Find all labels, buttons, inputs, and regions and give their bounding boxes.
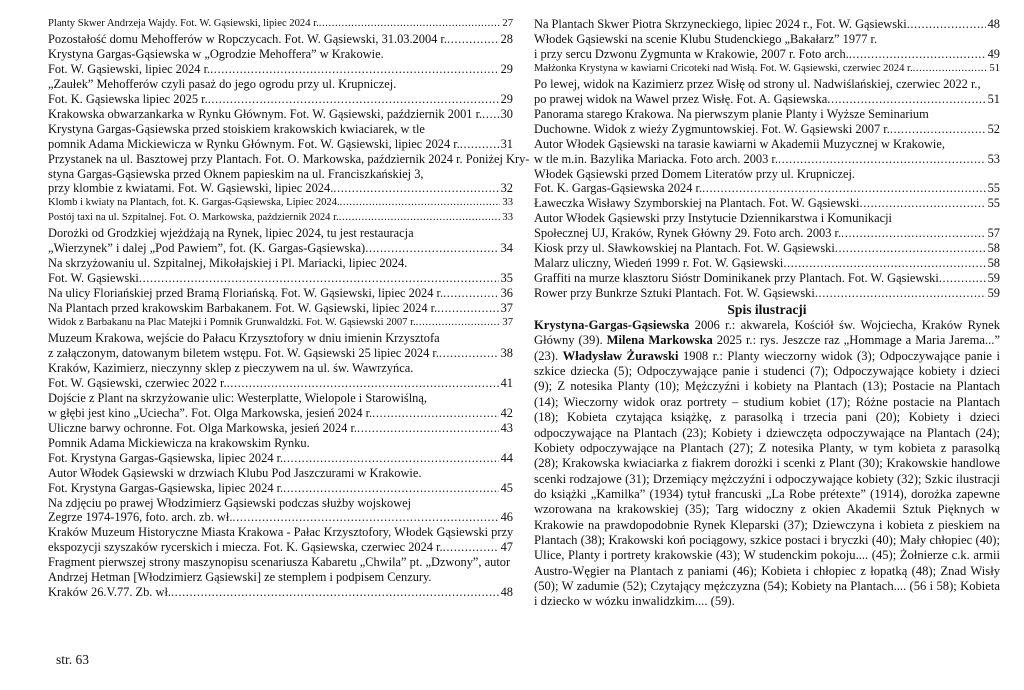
toc-page-number: 47 — [500, 540, 513, 555]
toc-entry — [48, 77, 513, 107]
toc-entry — [534, 241, 1000, 256]
toc-entry-text-line: Na skrzyżowaniu ul. Szpitalnej, Mikołajskiej i Pl. Mariacki, lipiec 2024. — [48, 256, 408, 271]
toc-page-number: 31 — [500, 136, 513, 151]
toc-entry-text: Zegrze 1974-1976, foto. arch. zb. wł. ..... — [48, 510, 499, 525]
toc-entry-text-line: Na zdjęciu po prawej Włodzimierz Gąsiewski podczas służby wojskowej — [48, 495, 412, 510]
toc-entry — [534, 77, 1000, 107]
toc-page-number: 37 — [502, 317, 513, 329]
toc-entry — [48, 391, 513, 421]
toc-page-number: 46 — [500, 510, 513, 525]
toc-entry-text-line: Fragment pierwszej strony maszynopisu scenariusza Kabaretu „Chwila” pt. „Dzwony”, autor — [48, 555, 511, 570]
toc-entry — [534, 211, 1000, 241]
toc-entry-text: Fot. K. Gargas-Gąsiewska 2024 r. ..... — [534, 181, 986, 196]
toc-entry — [48, 436, 513, 466]
toc-page-number: 37 — [500, 301, 513, 316]
toc-entry — [534, 196, 1000, 211]
illustration-items: 2025 r.: rys. Jeszcze raz „Hommage a Maria Jarema...” (23). — [534, 333, 1000, 363]
toc-entry — [48, 17, 513, 32]
toc-page-number: 42 — [500, 405, 513, 420]
photo-list-left — [48, 17, 530, 600]
toc-entry-text: w tle m.in. Bazylika Mariacka. Foto arch. 2003 r. ..... — [534, 152, 986, 167]
toc-page-number: 29 — [500, 91, 513, 106]
toc-entry — [534, 137, 1000, 167]
toc-entry — [48, 226, 513, 256]
toc-entry-text: Widok z Barbakanu na Plac Matejki i Pomnik Grunwaldzki. Fot. W. Gąsiewski 2007 r. ..... — [48, 316, 500, 331]
toc-page-number: 30 — [500, 106, 513, 121]
toc-entry-text: Małżonka Krystyna w kawiarni Cricoteki nad Wisłą. Fot. W. Gąsiewski, czerwiec 2024 r. ..... — [534, 62, 987, 77]
illustration-items: 2006 r.: akwarela, Kościół św. Wojciecha, Kraków Rynek Główny (39). — [534, 318, 1000, 348]
toc-entry-text-line: Włodek Gąsiewski przed Domem Literatów przy ul. Krupniczej. — [534, 166, 856, 181]
toc-page-number: 53 — [987, 151, 1000, 166]
toc-entry — [48, 301, 513, 316]
toc-entry — [534, 286, 1000, 301]
toc-entry-text: Fot. Krystyna Gargas-Gąsiewska, lipiec 2024 r. ..... — [48, 451, 499, 466]
toc-entry — [48, 316, 513, 331]
toc-entry-text: Planty Skwer Andrzeja Wajdy. Fot. W. Gąsiewski, lipiec 2024 r. ..... — [48, 17, 500, 32]
toc-page-number: 59 — [987, 271, 1000, 286]
toc-entry-text: Społecznej UJ, Kraków, Rynek Główny 29. Foto arch. 2003 r. ..... — [534, 226, 986, 241]
toc-entry — [48, 555, 513, 600]
toc-entry-text: Fot. W. Gąsiewski ..... — [48, 271, 499, 286]
toc-page-number: 32 — [500, 181, 513, 196]
toc-entry-text-line: Po lewej, widok na Kazimierz przez Wisłę od strony ul. Nadwiślańskiej, czerwiec 2022 r., — [534, 76, 981, 91]
toc-entry — [48, 361, 513, 391]
toc-page-number: 51 — [989, 62, 1000, 74]
toc-entry — [48, 32, 513, 47]
toc-entry — [48, 122, 513, 152]
toc-entry — [534, 256, 1000, 271]
illustrator-name: Milena Markowska — [606, 333, 713, 348]
toc-entry — [48, 466, 513, 496]
toc-entry-text: Uliczne barwy ochronne. Fot. Olga Markowska, jesień 2024 r. ..... — [48, 421, 499, 436]
toc-entry — [534, 107, 1000, 137]
toc-entry — [48, 421, 513, 436]
toc-entry — [48, 496, 513, 526]
toc-entry-text: Ławeczka Wisławy Szymborskiej na Plantach. Fot. W. Gąsiewski ..... — [534, 196, 986, 211]
toc-entry-text: Graffiti na murze klasztoru Sióstr Dominikanek przy Plantach. Fot. W. Gąsiewski ..... — [534, 271, 986, 286]
toc-entry-text-line: Kraków, Kazimierz, nieczynny sklep z pieczywem na ul. św. Wawrzyńca. — [48, 360, 414, 375]
illustrations-heading: Spis ilustracji — [727, 302, 807, 318]
toc-page-number: 29 — [500, 61, 513, 76]
toc-entry-text: Kraków 26.V.77. Zb. wł. ..... — [48, 585, 499, 600]
toc-entry-text-line: Dorożki od Grodzkiej wjeżdżają na Rynek, lipiec 2024, tu jest restauracja — [48, 226, 414, 241]
toc-entry-text-line: Krystyna Gargas-Gąsiewska w „Ogrodzie Mehoffera” w Krakowie. — [48, 46, 384, 61]
toc-entry-text: Rower przy Bunkrze Sztuki Plantach. Fot. W. Gąsiewski ..... — [534, 286, 986, 301]
toc-page-number: 28 — [500, 31, 513, 46]
toc-entry-text: Na ulicy Floriańskiej przed Bramą Floriańską. Fot. W. Gąsiewski, lipiec 2024 r. ..... — [48, 286, 499, 301]
toc-entry — [534, 167, 1000, 197]
toc-page-number: 41 — [500, 375, 513, 390]
toc-entry — [48, 196, 513, 211]
toc-page-number: 38 — [500, 345, 513, 360]
toc-entry — [534, 62, 1000, 77]
toc-entry-text: i przy sercu Dzwonu Zygmunta w Krakowie, 2007 r. Foto arch. ..... — [534, 47, 986, 62]
toc-entry-text: pomnik Adama Mickiewicza w Rynku Głównym. Fot. W. Gąsiewski, lipiec 2024 r. ..... — [48, 137, 499, 152]
toc-entry — [48, 525, 513, 555]
toc-page-number: 33 — [502, 197, 513, 209]
toc-page-number: 34 — [500, 241, 513, 256]
toc-entry-text: Fot. Krystyna Gargas-Gąsiewska, lipiec 2024 r. ..... — [48, 481, 499, 496]
photo-list-right — [534, 17, 1000, 301]
illustrations-list — [534, 318, 1000, 610]
toc-right-column — [534, 17, 1000, 610]
toc-entry — [48, 331, 513, 361]
toc-page-number: 36 — [500, 286, 513, 301]
toc-entry — [48, 211, 513, 226]
toc-entry — [534, 271, 1000, 286]
toc-entry-text: Fot. W. Gąsiewski, czerwiec 2022 r. ..... — [48, 376, 499, 391]
toc-page-number: 48 — [500, 585, 513, 600]
toc-entry-text: Postój taxi na ul. Szpitalnej. Fot. O. Markowska, październik 2024 r. ..... — [48, 211, 500, 226]
toc-entry — [48, 47, 513, 77]
toc-page-number: 55 — [987, 196, 1000, 211]
toc-entry-text-line: styna Gargas-Gąsiewska przed Oknem papieskim na ul. Franciszkańskiej 3, — [48, 166, 424, 181]
toc-page-number: 58 — [987, 256, 1000, 271]
toc-page-number: 57 — [987, 226, 1000, 241]
toc-page-number: 43 — [500, 420, 513, 435]
toc-page-number: 48 — [987, 17, 1000, 31]
toc-page-number: 49 — [987, 46, 1000, 61]
toc-entry — [48, 151, 530, 197]
toc-page-number: 55 — [987, 181, 1000, 196]
toc-page-number: 27 — [502, 18, 513, 29]
toc-entry-text-line: Kraków Muzeum Historyczne Miasta Krakowa - Pałac Krzysztofory, Włodek Gąsiewski przy — [48, 525, 514, 540]
toc-entry-text: „Wierzynek” i dalej „Pod Pawiem”, fot. (K. Gargas-Gąsiewska) ..... — [48, 241, 499, 256]
toc-entry — [534, 17, 1000, 32]
toc-entry-text-line: Autor Włodek Gąsiewski w drzwiach Klubu Pod Jaszczurami w Krakowie. — [48, 465, 422, 480]
toc-entry-text: Fot. W. Gąsiewski, lipiec 2024 r. ..... — [48, 62, 499, 77]
toc-entry-text: Klomb i kwiaty na Plantach, fot. K. Gargas-Gąsiewska, Lipiec 2024. ..... — [48, 196, 500, 211]
illustrator-name: Władysław Żurawski — [562, 348, 679, 363]
toc-page-number: 51 — [987, 91, 1000, 106]
toc-entry-text-line: Autor Włodek Gąsiewski na tarasie kawiarni w Akademii Muzycznej w Krakowie, — [534, 136, 945, 151]
toc-entry — [48, 256, 513, 286]
illustration-items: 1908 r.: Planty wieczorny widok (3); Odpoczywające panie i szkice dziecka (5); Odpoczywające panie i studenci (7); Odpoczywające kobiety i dzieci (9); Z notesika Planty (10); Mężczyźni i kobiety na Plantach (13); Postacie na Plantach (14); Wieczorny widok oraz portrety – studium kobiet (17); Różne postacie na Plantach (18); Kobieta czytająca książkę, z parasolką i trzecia pani (20); Kobiety i dzieci odpoczywające na Plantach (23); Kobiety i dziewczęta odpoczywające na Plantach (24); Kobiety odpoczywające na Plantach (27); Z notesika Planty, w tym kobieta z parasolką (28); Krakowska kwiaciarka z fiakrem dorożki i scenki z Plant (30); Krakowskie handlowe scenki rodzajowe (31); Drzemiący mężczyźni i odpoczywające kobiety (32); Szkic ilustracji do książki „Kamilka” (1934) tytuł francuski „La Robe prétexte” (1914), dorożka zapewne wzorowana na krakowskiej (35); Targ widoczny z okien Akademii Sztuk Pięknych w Krakowie na prawdopodobnie Rynek Kleparski (37); Dziewczyna i kobieta z pieskiem na Plantach (38); Krakowski koń pociągowy, szkice postaci i bryczki (40); Mały chłopiec (40); Ulice, Planty i portrety krakowskie (43); W studenckim pokoju.... (45); Żołnierze c.k. armii Austro-Węgier na Plantach z paniami (46); Kobieta i chłopiec z łopatką (48); Znad Wisły (50); W zadumie (52); Czytający mężczyzna (54); Kobiety na Plantach.... (56 i 58); Kobieta i dziecko w wózku inwalidzkim.... (59). — [534, 348, 1000, 609]
toc-entry-text-line: Dojście z Plant na skrzyżowanie ulic: Westerplatte, Wielopole i Starowiślną, — [48, 390, 427, 405]
toc-entry-text: Duchowne. Widok z wieży Zygmuntowskiej. Fot. W. Gąsiewski 2007 r. ..... — [534, 122, 986, 137]
toc-page-number: 44 — [500, 450, 513, 465]
toc-entry-text: Na Plantach przed krakowskim Barbakanem. Fot. W. Gąsiewski, lipiec 2024 r. ..... — [48, 301, 499, 316]
toc-entry-text: Pozostałość domu Mehofferów w Ropczycach. Fot. W. Gąsiewski, 31.03.2004 r. ..... — [48, 32, 499, 47]
toc-entry-text: Krakowska obwarzankarka w Rynku Głównym. Fot. W. Gąsiewski, październik 2001 r. ..... — [48, 107, 499, 122]
toc-page-number: 45 — [500, 480, 513, 495]
toc-left-column — [48, 17, 530, 600]
toc-entry — [48, 286, 513, 301]
toc-entry-text: z załączonym, datowanym biletem wstępu. Fot. W. Gąsiewski 25 lipiec 2024 r. ..... — [48, 346, 499, 361]
toc-entry-text-line: Autor Włodek Gąsiewski przy Instytucie Dziennikarstwa i Komunikacji — [534, 211, 892, 226]
toc-page-number: 33 — [502, 212, 513, 224]
toc-page-number: 58 — [987, 241, 1000, 256]
toc-entry — [48, 107, 513, 122]
toc-entry-text: Na Plantach Skwer Piotra Skrzyneckiego, lipiec 2024 r., Fot. W. Gąsiewski ..... — [534, 17, 986, 32]
toc-page-number: 35 — [500, 271, 513, 286]
toc-entry — [534, 32, 1000, 62]
toc-entry-text-line: Krystyna Gargas-Gąsiewska przed stoiskiem krakowskich kwiaciarek, w tle — [48, 121, 425, 136]
toc-page-number: 52 — [987, 121, 1000, 136]
toc-entry-text: po prawej widok na Wawel przez Wisłę. Fot. A. Gąsiewska ..... — [534, 92, 986, 107]
toc-entry-text: Fot. K. Gąsiewska lipiec 2025 r. ..... — [48, 92, 499, 107]
toc-entry-text-line: „Zaułek” Mehofferów czyli pasaż do jego ogrodu przy ul. Krupniczej. — [48, 76, 397, 91]
toc-entry-text: Kiosk przy ul. Sławkowskiej na Plantach. Fot. W. Gąsiewski ..... — [534, 241, 986, 256]
toc-page-number: 59 — [987, 286, 1000, 301]
toc-entry-text-line: Włodek Gąsiewski na scenie Klubu Studenckiego „Bakałarz” 1977 r. — [534, 31, 878, 46]
toc-entry-text-line: Muzeum Krakowa, wejście do Pałacu Krzysztofory w dniu imienin Krzysztofa — [48, 331, 440, 346]
illustrator-name: Krystyna-Gargas-Gąsiewska — [534, 318, 690, 333]
page-number: str. 63 — [56, 652, 90, 667]
toc-entry-text-line: Andrzej Hetman [Włodzimierz Gąsiewski] ze stemplem i podpisem Cenzury. — [48, 570, 432, 585]
toc-entry-text-line: Przystanek na ul. Basztowej przy Plantach. Fot. O. Markowska, październik 2024 r. Poniżej Kry- — [48, 151, 530, 166]
toc-entry-text: przy klombie z kwiatami. Fot. W. Gąsiewski, lipiec 2024. ..... — [48, 181, 499, 196]
toc-entry-text: ekspozycji szyszaków rycerskich i miecza. Fot. K. Gąsiewska, czerwiec 2024 r. ..... — [48, 540, 499, 555]
toc-entry-text-line: Panorama starego Krakowa. Na pierwszym planie Planty i Wyższe Seminarium — [534, 106, 929, 121]
toc-entry-text: Malarz uliczny, Wiedeń 1999 r. Fot. W. Gąsiewski ..... — [534, 256, 986, 271]
toc-entry-text: w głębi jest kino „Uciecha”. Fot. Olga Markowska, jesień 2024 r. ..... — [48, 406, 499, 421]
toc-entry-text-line: Pomnik Adama Mickiewicza na krakowskim Rynku. — [48, 435, 310, 450]
